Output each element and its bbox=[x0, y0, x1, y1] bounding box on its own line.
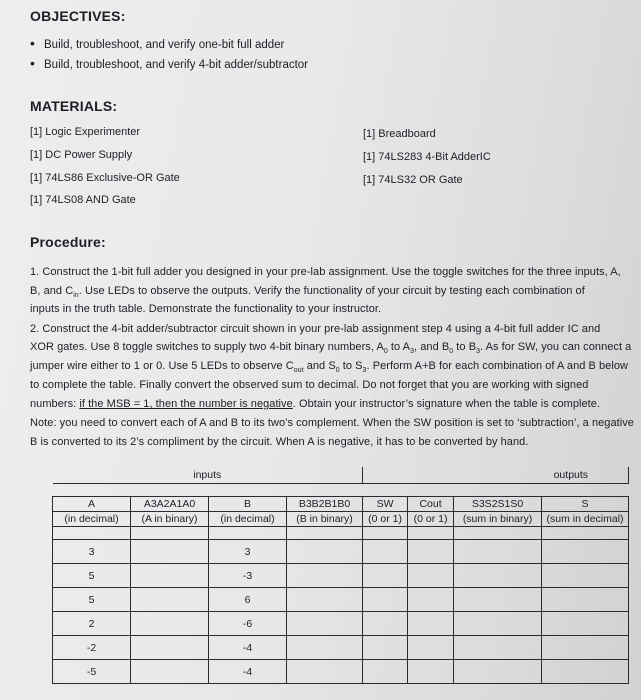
table-row bbox=[53, 660, 629, 684]
table-row bbox=[53, 588, 629, 612]
procedure-line: B, and $C_{in}$. Use LEDs to observe the outputs. Verify the functionality of your circuit by testing each combination of bbox=[30, 285, 585, 300]
table-row bbox=[53, 540, 629, 564]
cell-b: -4 bbox=[209, 660, 287, 684]
material-item: [1] 74LS283 4-Bit AdderIC bbox=[363, 151, 491, 163]
header-unit: (sum in binary) bbox=[454, 512, 542, 527]
material-item: [1] Logic Experimenter bbox=[30, 126, 141, 138]
cell-b: -4 bbox=[209, 636, 287, 660]
table-header-row bbox=[53, 512, 629, 527]
header-b: B bbox=[209, 497, 287, 512]
material-item: [1] DC Power Supply bbox=[30, 149, 133, 161]
header-a: A bbox=[53, 497, 131, 512]
procedure-heading: Procedure: bbox=[30, 234, 106, 250]
procedure-line: Note: you need to convert each of A and B to its two’s complement. When the SW position is set to ‘subtraction’, a negative bbox=[30, 417, 634, 429]
header-cout: Cout bbox=[408, 497, 454, 512]
objective-item: • Build, troubleshoot, and verify 4-bit adder/subtractor bbox=[30, 55, 309, 71]
procedure-line: inputs in the truth table. Demonstrate the functionality to your instructor. bbox=[30, 303, 382, 315]
material-item: [1] Breadboard bbox=[363, 128, 436, 140]
header-unit: (0 or 1) bbox=[408, 512, 454, 527]
results-table bbox=[52, 467, 628, 700]
procedure-line: XOR gates. Use 8 toggle switches to supply two 4-bit binary numbers, $A_0$ to $A_3$, and $B_0$ to $B_3$. As for SW, you can connect a bbox=[30, 341, 632, 356]
header-unit: (in decimal) bbox=[53, 512, 131, 527]
procedure-line: 2. Construct the 4-bit adder/subtractor circuit shown in your pre-lab assignment step 4 using a 4-bit full adder IC and bbox=[30, 323, 601, 335]
header-sum-binary: S3S2S1S0 bbox=[454, 497, 542, 512]
table-row bbox=[53, 636, 629, 660]
table-row bbox=[53, 612, 629, 636]
cell-b: -6 bbox=[209, 612, 287, 636]
procedure-line: B is converted to its 2’s compliment by the circuit. When A is negative, it has to be converted by hand. bbox=[30, 436, 529, 448]
material-item: [1] 74LS86 Exclusive-OR Gate bbox=[30, 172, 180, 184]
table-header-row bbox=[53, 497, 629, 512]
outputs-group-header: outputs bbox=[363, 467, 629, 484]
materials-heading: MATERIALS: bbox=[30, 98, 118, 114]
cell-b: 3 bbox=[209, 540, 287, 564]
header-unit: (in decimal) bbox=[209, 512, 287, 527]
header-sw: SW bbox=[363, 497, 408, 512]
material-item: [1] 74LS32 OR Gate bbox=[363, 174, 463, 186]
objective-item: • Build, troubleshoot, and verify one-bit full adder bbox=[30, 35, 285, 51]
header-a-binary: A3A2A1A0 bbox=[131, 497, 209, 512]
procedure-line: 1. Construct the 1-bit full adder you designed in your pre-lab assignment. Use the toggle switches for the three inputs, A, bbox=[30, 266, 621, 278]
procedure-line: to complete the table. Finally convert the observed sum to decimal. Do not forget that you are working with signed bbox=[30, 379, 589, 391]
cell-b: 6 bbox=[209, 588, 287, 612]
header-unit: (A in binary) bbox=[131, 512, 209, 527]
table-group-row bbox=[53, 467, 629, 484]
header-sum: S bbox=[542, 497, 629, 512]
header-unit: (B in binary) bbox=[287, 512, 363, 527]
procedure-line: jumper wire either to 1 or 0. Use 5 LEDs to observe $C_{out}$ and $S_0$ to $S_3$. Perform A+B for each combination of A and B below bbox=[30, 360, 629, 375]
cell-a: 5 bbox=[53, 588, 131, 612]
material-item: [1] 74LS08 AND Gate bbox=[30, 194, 136, 206]
procedure-line: numbers: if the MSB = 1, then the number is negative. Obtain your instructor’s signature when the table is complete. bbox=[30, 398, 601, 410]
header-b-binary: B3B2B1B0 bbox=[287, 497, 363, 512]
inputs-group-header: inputs bbox=[53, 467, 363, 484]
cell-a: 5 bbox=[53, 564, 131, 588]
table-spacer-row bbox=[53, 484, 629, 497]
header-unit: (0 or 1) bbox=[363, 512, 408, 527]
table-row bbox=[53, 564, 629, 588]
cell-a: -2 bbox=[53, 636, 131, 660]
cell-b: -3 bbox=[209, 564, 287, 588]
header-unit: (sum in decimal) bbox=[542, 512, 629, 527]
cell-a: -5 bbox=[53, 660, 131, 684]
cell-a: 2 bbox=[53, 612, 131, 636]
table-spacer-row bbox=[53, 527, 629, 540]
cell-a: 3 bbox=[53, 540, 131, 564]
objectives-heading: OBJECTIVES: bbox=[30, 8, 126, 24]
